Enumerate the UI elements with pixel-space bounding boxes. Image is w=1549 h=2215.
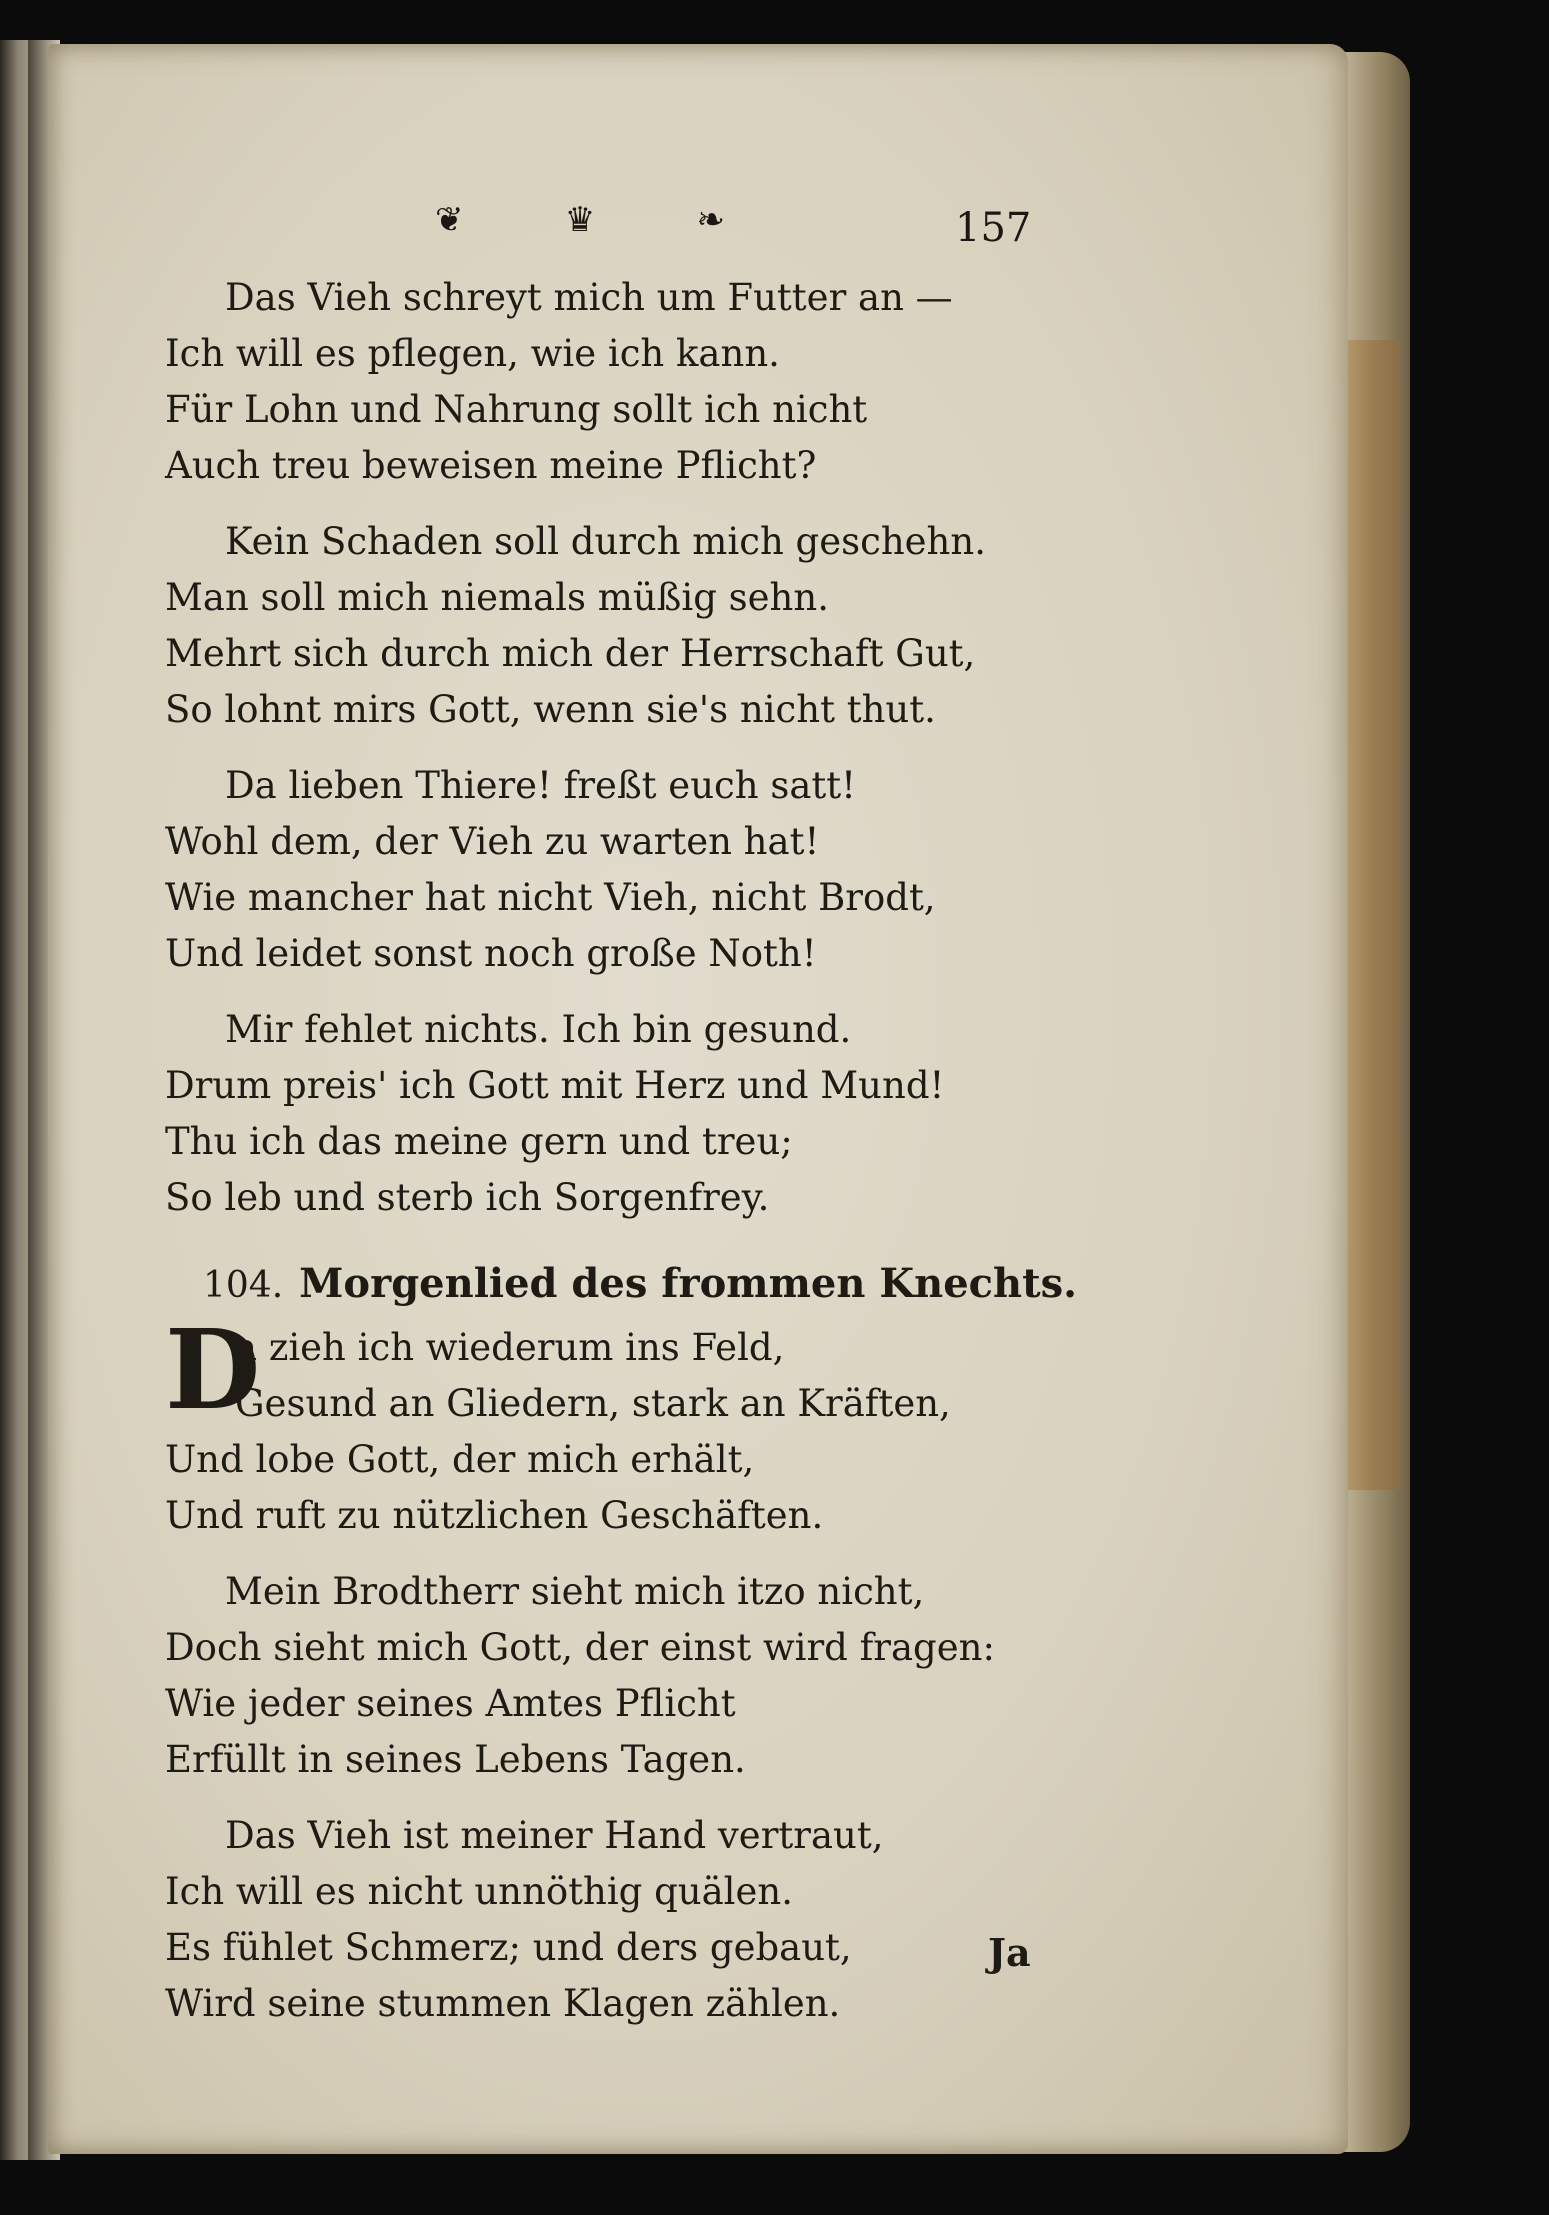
verse-line: Thu ich das meine gern und treu;	[165, 1120, 793, 1163]
verse-line: Und ruft zu nützlichen Geschäften.	[165, 1494, 824, 1537]
stanza-with-dropcap	[165, 1305, 1295, 1544]
catchword: Ja	[988, 1930, 1031, 1975]
verse-line: Und lobe Gott, der mich erhält,	[165, 1438, 755, 1481]
verse-line: Mir fehlet nichts. Ich bin gesund.	[225, 1008, 852, 1051]
verse-line: Drum preis' ich Gott mit Herz und Mund!	[165, 1064, 945, 1107]
hymn-title: Morgenlied des frommen Knechts.	[299, 1260, 1078, 1307]
verse-line: Wird seine stummen Klagen zählen.	[165, 1982, 841, 2025]
stanza	[165, 1564, 1295, 1788]
verse-line: Es fühlet Schmerz; und ders gebaut,	[165, 1926, 852, 1969]
ornament-left-icon: ❦	[435, 200, 464, 240]
verse-line: Doch sieht mich Gott, der einst wird fragen:	[165, 1626, 995, 1669]
paper-strip	[1345, 340, 1400, 1490]
verse-line: Das Vieh ist meiner Hand vertraut,	[225, 1814, 884, 1857]
verse-line: Gesund an Gliedern, stark an Kräften,	[235, 1382, 951, 1425]
verse-line: Ich will es nicht unnöthig quälen.	[165, 1870, 793, 1913]
verse-line: Wohl dem, der Vieh zu warten hat!	[165, 820, 820, 863]
stanza	[165, 270, 1295, 494]
verse-line: Wie jeder seines Amtes Pflicht	[165, 1682, 736, 1725]
verse-line: Mein Brodtherr sieht mich itzo nicht,	[225, 1570, 925, 1613]
verse-line: Mehrt sich durch mich der Herrschaft Gut,	[165, 632, 976, 675]
ornament-right-icon: ❧	[696, 200, 725, 240]
stanza	[165, 514, 1295, 738]
verse-line: Und leidet sonst noch große Noth!	[165, 932, 817, 975]
stanza	[165, 758, 1295, 982]
page-text	[165, 270, 1295, 2052]
drop-cap: D	[165, 1305, 261, 1434]
page-number: 157	[955, 205, 1032, 251]
verse-line: Da lieben Thiere! freßt euch satt!	[225, 764, 856, 807]
verse-line: So leb und sterb ich Sorgenfrey.	[165, 1176, 770, 1219]
header-ornament	[435, 195, 725, 245]
verse-line: Erfüllt in seines Lebens Tagen.	[165, 1738, 746, 1781]
verse-line: Wie mancher hat nicht Vieh, nicht Brodt,	[165, 876, 936, 919]
hymn-heading	[203, 1256, 1295, 1314]
verse-line: Kein Schaden soll durch mich geschehn.	[225, 520, 986, 563]
verse-line: Man soll mich niemals müßig sehn.	[165, 576, 829, 619]
ornament-crown-icon: ♛	[564, 200, 596, 240]
stanza	[165, 1002, 1295, 1226]
stanza	[165, 1808, 1295, 2032]
verse-line: Für Lohn und Nahrung sollt ich nicht	[165, 388, 868, 431]
verse-line: a zieh ich wiederum ins Feld,	[235, 1326, 785, 1369]
verse-line: Das Vieh schreyt mich um Futter an —	[225, 276, 953, 319]
verse-line: Ich will es pflegen, wie ich kann.	[165, 332, 780, 375]
verse-line: Auch treu beweisen meine Pflicht?	[165, 444, 817, 487]
verse-line: So lohnt mirs Gott, wenn sie's nicht thut.	[165, 688, 936, 731]
hymn-number: 104.	[203, 1265, 284, 1306]
